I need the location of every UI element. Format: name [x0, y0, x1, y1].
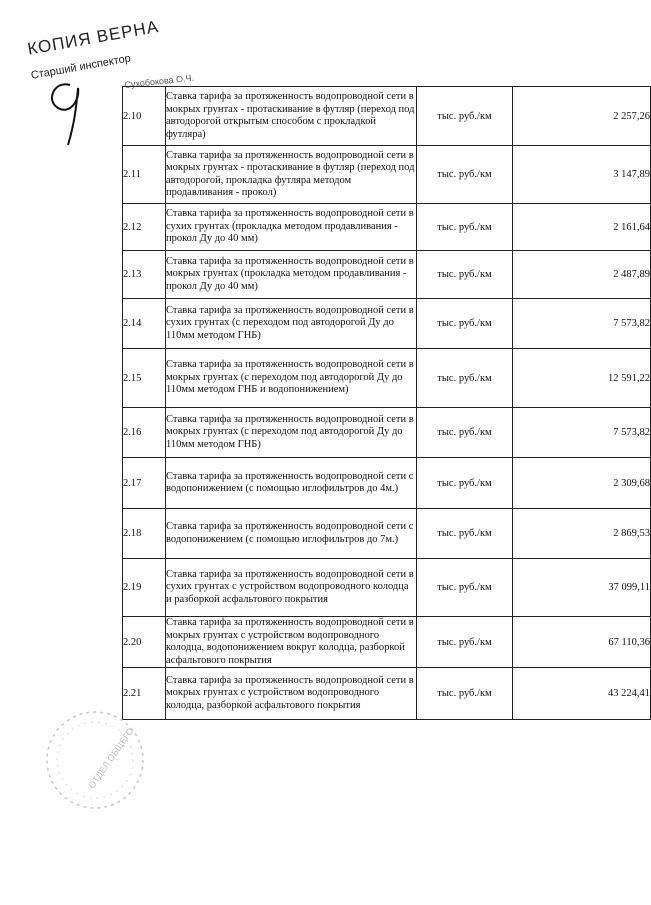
table-row: [123, 617, 651, 668]
row-unit: тыс. руб./км: [417, 87, 513, 146]
row-unit: тыс. руб./км: [417, 458, 513, 509]
row-unit: тыс. руб./км: [417, 349, 513, 408]
row-description: Ставка тарифа за протяженность водопроводной сети в сухих грунтах (прокладка методом продавливания - прокол Ду до 40 мм): [166, 204, 417, 251]
row-value: 37 099,11: [513, 559, 651, 617]
tariff-table: [122, 86, 651, 720]
row-number: 2.10: [123, 87, 166, 146]
row-description: Ставка тарифа за протяженность водопроводной сети в мокрых грунтах (с переходом под автодорогой Ду до 110мм методом ГНБ): [166, 408, 417, 458]
row-unit: тыс. руб./км: [417, 299, 513, 349]
signature-mark: [30, 60, 110, 150]
row-value: 2 487,89: [513, 251, 651, 299]
row-value: 2 869,53: [513, 509, 651, 559]
row-number: 2.15: [123, 349, 166, 408]
row-description: Ставка тарифа за протяженность водопроводной сети с водопонижением (с помощью иглофильтров до 7м.): [166, 509, 417, 559]
row-description: Ставка тарифа за протяженность водопроводной сети в сухих грунтах (с переходом под автодорогой Ду до 110мм методом ГНБ): [166, 299, 417, 349]
row-description: Ставка тарифа за протяженность водопроводной сети с водопонижением (с помощью иглофильтров до 4м.): [166, 458, 417, 509]
table-row: [123, 408, 651, 458]
row-number: 2.14: [123, 299, 166, 349]
table-row: [123, 251, 651, 299]
table-row: [123, 204, 651, 251]
row-value: 7 573,82: [513, 408, 651, 458]
stamp-name: Сухобокова О.Ч.: [124, 72, 195, 90]
row-unit: тыс. руб./км: [417, 668, 513, 720]
row-value: 2 309,68: [513, 458, 651, 509]
row-description: Ставка тарифа за протяженность водопроводной сети в сухих грунтах с устройством водопроводного колодца и разборкой асфальтового покрытия: [166, 559, 417, 617]
row-value: 3 147,89: [513, 146, 651, 204]
row-unit: тыс. руб./км: [417, 559, 513, 617]
row-unit: тыс. руб./км: [417, 204, 513, 251]
row-unit: тыс. руб./км: [417, 146, 513, 204]
table-row: [123, 87, 651, 146]
row-number: 2.16: [123, 408, 166, 458]
table-row: [123, 299, 651, 349]
row-unit: тыс. руб./км: [417, 408, 513, 458]
row-value: 2 257,26: [513, 87, 651, 146]
table-row: [123, 668, 651, 720]
row-description: Ставка тарифа за протяженность водопроводной сети в мокрых грунтах (с переходом под автодорогой Ду до 110мм методом ГНБ и водопонижением): [166, 349, 417, 408]
row-description: Ставка тарифа за протяженность водопроводной сети в мокрых грунтах с устройством водопроводного колодца, разборкой асфальтового покрытия: [166, 668, 417, 720]
table-row: [123, 349, 651, 408]
row-description: Ставка тарифа за протяженность водопроводной сети в мокрых грунтах - протаскивание в футляр (переход под автодорогой открытым способом с прокладкой футляра): [166, 87, 417, 146]
row-number: 2.19: [123, 559, 166, 617]
row-number: 2.13: [123, 251, 166, 299]
row-number: 2.17: [123, 458, 166, 509]
table-row: [123, 509, 651, 559]
table-row: [123, 559, 651, 617]
row-value: 7 573,82: [513, 299, 651, 349]
row-value: 67 110,36: [513, 617, 651, 668]
row-unit: тыс. руб./км: [417, 509, 513, 559]
round-seal: [40, 705, 150, 815]
row-value: 2 161,64: [513, 204, 651, 251]
svg-text:ОТДЕЛ ОБЩЕГО: ОТДЕЛ ОБЩЕГО: [86, 725, 136, 791]
row-number: 2.11: [123, 146, 166, 204]
row-description: Ставка тарифа за протяженность водопроводной сети в мокрых грунтах (прокладка методом продавливания - прокол Ду до 40 мм): [166, 251, 417, 299]
row-description: Ставка тарифа за протяженность водопроводной сети в мокрых грунтах - протаскивание в футляр (переход под автодорогой, прокладка футляра методом продавливания - прокол): [166, 146, 417, 204]
table-row: [123, 146, 651, 204]
stamp-role: Старший инспектор: [30, 52, 132, 82]
row-value: 12 591,22: [513, 349, 651, 408]
row-number: 2.20: [123, 617, 166, 668]
row-number: 2.12: [123, 204, 166, 251]
row-number: 2.18: [123, 509, 166, 559]
stamp-title: КОПИЯ ВЕРНА: [26, 16, 161, 59]
row-description: Ставка тарифа за протяженность водопроводной сети в мокрых грунтах с устройством водопроводного колодца, водопонижением вокруг колодца, разборкой асфальтового покрытия: [166, 617, 417, 668]
table-row: [123, 458, 651, 509]
row-unit: тыс. руб./км: [417, 617, 513, 668]
row-number: 2.21: [123, 668, 166, 720]
row-value: 43 224,41: [513, 668, 651, 720]
row-unit: тыс. руб./км: [417, 251, 513, 299]
